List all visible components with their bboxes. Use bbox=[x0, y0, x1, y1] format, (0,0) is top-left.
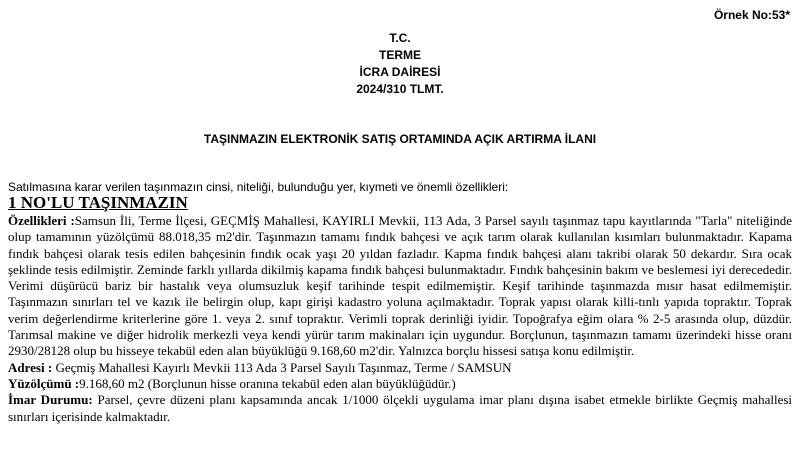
sample-number: Örnek No:53* bbox=[713, 8, 790, 22]
zoning-label: İmar Durumu: bbox=[8, 392, 93, 408]
header-line-tc: T.C. bbox=[389, 31, 411, 45]
area-label: Yüzölçümü : bbox=[8, 375, 80, 391]
document-header bbox=[0, 30, 800, 98]
address-label: Adresi : bbox=[8, 359, 53, 375]
header-line-district: TERME bbox=[379, 48, 421, 62]
address-text: Geçmiş Mahallesi Kayırlı Mevkii 113 Ada 3 Parsel Sayılı Taşınmaz, Terme / SAMSUN bbox=[55, 359, 512, 375]
area-text: 9.168,60 m2 (Borçlunun hisse oranına tekabül eden alan büyüklüğüdür.) bbox=[79, 375, 456, 391]
area-paragraph bbox=[8, 376, 792, 392]
intro-text: Satılmasına karar verilen taşınmazın cinsi, niteliği, bulunduğu yer, kıymeti ve önemli özellikleri: bbox=[8, 180, 509, 194]
zoning-text: Parsel, çevre düzeni planı kapsamında ancak 1/1000 ölçekli uygulama imar planı dışına isabet etmekle birlikte Geçmiş mahallesi sınırları içerisinde kalmaktadır. bbox=[8, 392, 793, 424]
property-title: 1 NO'LU TAŞINMAZIN bbox=[8, 193, 188, 212]
header-line-office: İCRA DAİRESİ bbox=[359, 65, 441, 79]
announcement-title: TAŞINMAZIN ELEKTRONİK SATIŞ ORTAMINDA AÇIK ARTIRMA İLANI bbox=[203, 132, 597, 146]
zoning-paragraph bbox=[8, 392, 792, 425]
address-paragraph bbox=[8, 360, 792, 376]
property-details bbox=[8, 213, 792, 425]
features-text: Samsun İli, Terme İlçesi, GEÇMİŞ Mahallesi, KAYIRLI Mevkii, 113 Ada, 3 Parsel sayılı taşınmaz tapu kayıtlarında "Tarla" niteliğinde olup tamamının yüzölçümü 88.018,35 m2'dir. Taşınmazın tamamı fındık bahçesi ve açık tarım olarak kullanılan kısımları bulunmaktadır. Kapama fındık bahçesi olarak tesis edilen bahçesinin fındık ocak yaşı 20 yıldan fazladır. Kapma fındık bahçesi alanı takribi olarak 50 dekardır. Sıra ocak şeklinde tesis edilmiştir. Zeminde farklı yıllarda dikilmiş kapama fındık bahçesi bulunmaktadır. Fındık bahçesinin bakım ve beslemesi iyi derecededir. Verimi düşürücü bariz bir hastalık veya olumsuzluk keşif tarihinde tespit edilmemiştir. Keşif tarihinde taşınmazda mısır hasat edilmemiştir. Taşınmazın sınırları tel ve kazık ile belirgin olup, kapı girişi kadastro yoluna açılmaktadır. Toprak yapısı olarak killi-tınlı yapıda topraktır. Toprak verim değerlendirme kriterlerine göre 1. veya 2. sınıf topraktır. Verimli toprak derinliği iyidir. Topoğrafya eğim olara % 2-5 arasında olup, düzdür. Tarımsal makine ve diğer hidrolik merkezli veya kendi yürür tarım makinaları için uygundur. Borçlunun, taşınmazın tamamı üzerindeki hisse oranı 2930/28128 olup bu hisseye tekabül eden alan büyüklüğü 9.168,60 m2'dir. Yalnızca borçlu hissesi satışa konu edilmiştir. bbox=[8, 213, 793, 359]
features-paragraph bbox=[8, 213, 792, 360]
header-line-file-no: 2024/310 TLMT. bbox=[356, 82, 444, 96]
features-label: Özellikleri : bbox=[8, 213, 75, 228]
